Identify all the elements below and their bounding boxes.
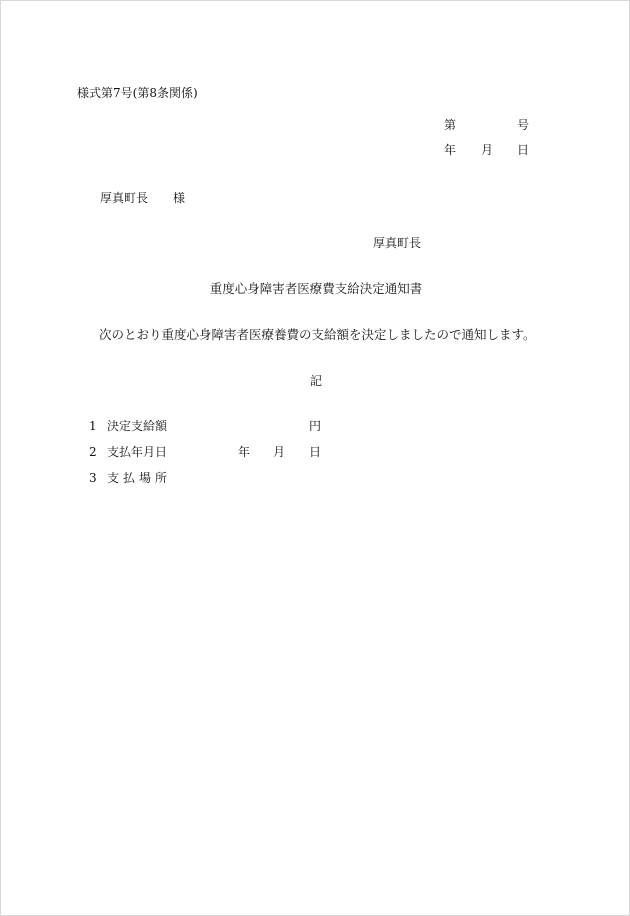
issue-date-month: 月: [481, 143, 494, 157]
payment-amount-unit: 円: [309, 419, 322, 433]
item-label-payment-amount: 決定支給額: [107, 419, 168, 433]
notice-body: 次のとおり重度心身障害者医療養費の支給額を決定しましたので通知します。: [99, 327, 536, 342]
document-title: 重度心身障害者医療費支給決定通知書: [209, 281, 423, 296]
item-label-payment-date: 支払年月日: [107, 445, 168, 459]
item-number: 3: [89, 471, 97, 485]
payment-date-year: 年: [238, 445, 251, 459]
document-number-prefix: 第: [444, 118, 457, 132]
item-label-payment-place: 支払場所: [107, 471, 172, 485]
recipient-honorific: 様: [173, 191, 186, 205]
issue-date-day: 日: [517, 143, 530, 157]
item-number: 2: [89, 445, 97, 459]
ki-heading: 記: [309, 374, 322, 388]
sender-name: 厚真町長: [373, 236, 422, 250]
payment-date-month: 月: [273, 445, 286, 459]
recipient-name: 厚真町長: [100, 191, 149, 205]
item-number: 1: [89, 419, 97, 433]
form-number: 様式第7号(第8条関係): [77, 86, 198, 100]
issue-date-year: 年: [444, 143, 457, 157]
payment-date-day: 日: [309, 445, 322, 459]
document-number-suffix: 号: [517, 118, 530, 132]
